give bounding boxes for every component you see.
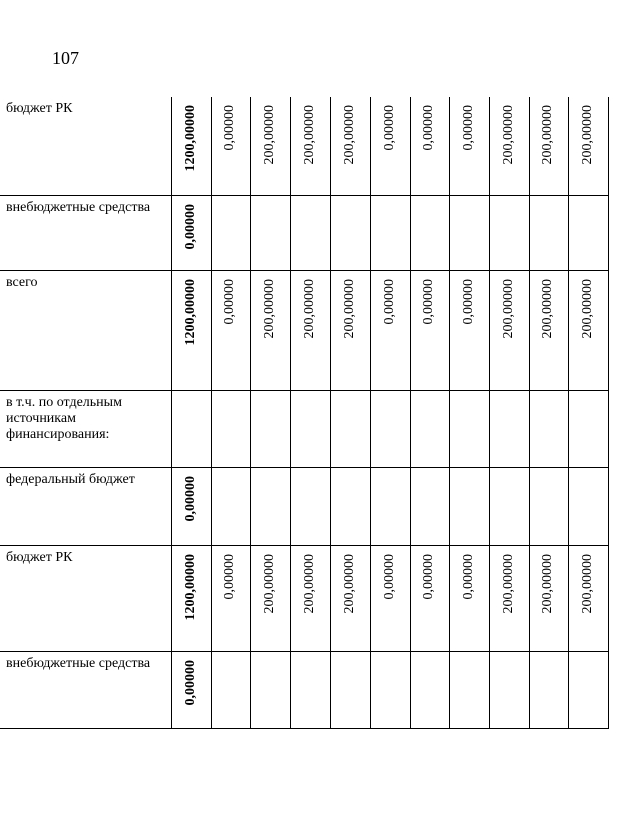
year-cell	[212, 390, 251, 467]
year-cell	[569, 545, 609, 651]
cell-value: 0,00000	[421, 553, 436, 599]
year-cell	[450, 270, 490, 390]
year-cell	[371, 651, 411, 728]
year-cell	[251, 651, 291, 728]
year-cell	[371, 545, 411, 651]
year-cell	[530, 97, 569, 195]
row-label: бюджет РК	[0, 545, 172, 651]
table-row	[0, 270, 609, 390]
cell-value: 0,00000	[460, 105, 476, 151]
year-cell	[411, 195, 450, 270]
year-cell	[569, 651, 609, 728]
year-cell	[530, 270, 569, 390]
cell-value: 200,00000	[500, 105, 516, 165]
total-cell	[172, 651, 212, 728]
cell-value: 0,00000	[222, 278, 237, 324]
year-cell	[450, 97, 490, 195]
year-cell	[371, 195, 411, 270]
year-cell	[411, 270, 450, 390]
cell-value: 200,00000	[540, 278, 555, 338]
year-cell	[291, 390, 331, 467]
year-cell	[291, 195, 331, 270]
cell-value: 200,00000	[261, 553, 277, 613]
table-row	[0, 97, 609, 195]
year-cell	[490, 270, 530, 390]
year-cell	[212, 97, 251, 195]
cell-value: 200,00000	[261, 278, 277, 338]
year-cell	[371, 270, 411, 390]
year-cell	[371, 467, 411, 545]
total-cell	[172, 97, 212, 195]
funding-table	[0, 97, 609, 729]
cell-value: 0,00000	[460, 553, 476, 599]
total-cell	[172, 467, 212, 545]
cell-value: 1200,00000	[182, 105, 198, 172]
year-cell	[490, 545, 530, 651]
year-cell	[291, 467, 331, 545]
table-row	[0, 467, 609, 545]
cell-value: 0,00000	[421, 278, 436, 324]
page-number: 107	[52, 48, 79, 68]
year-cell	[530, 467, 569, 545]
cell-value: 0,00000	[381, 553, 397, 599]
year-cell	[331, 97, 371, 195]
year-cell	[331, 467, 371, 545]
cell-value: 200,00000	[579, 105, 595, 165]
year-cell	[569, 270, 609, 390]
cell-value: 1200,00000	[182, 553, 198, 620]
year-cell	[530, 651, 569, 728]
year-cell	[371, 97, 411, 195]
cell-value: 200,00000	[301, 105, 317, 165]
row-label: бюджет РК	[0, 97, 172, 195]
cell-value: 200,00000	[261, 105, 277, 165]
year-cell	[251, 270, 291, 390]
year-cell	[411, 467, 450, 545]
year-cell	[490, 97, 530, 195]
year-cell	[251, 390, 291, 467]
year-cell	[569, 390, 609, 467]
year-cell	[490, 651, 530, 728]
cell-value: 200,00000	[341, 105, 357, 165]
year-cell	[450, 390, 490, 467]
year-cell	[371, 390, 411, 467]
total-cell	[172, 195, 212, 270]
year-cell	[212, 651, 251, 728]
cell-value: 200,00000	[341, 278, 357, 338]
year-cell	[530, 390, 569, 467]
cell-value: 200,00000	[500, 553, 516, 613]
cell-value: 200,00000	[579, 553, 595, 613]
cell-value: 1200,00000	[182, 278, 198, 345]
year-cell	[251, 97, 291, 195]
row-label: федеральный бюджет	[0, 467, 172, 545]
cell-value: 200,00000	[540, 553, 555, 613]
year-cell	[411, 545, 450, 651]
cell-value: 0,00000	[182, 203, 198, 249]
cell-value: 200,00000	[540, 105, 555, 165]
cell-value: 0,00000	[460, 278, 476, 324]
year-cell	[530, 195, 569, 270]
year-cell	[291, 270, 331, 390]
row-label: в т.ч. по отдельным источникам финансирования:	[0, 390, 172, 467]
year-cell	[331, 545, 371, 651]
cell-value: 0,00000	[222, 553, 237, 599]
year-cell	[490, 195, 530, 270]
total-cell	[172, 545, 212, 651]
cell-value: 0,00000	[182, 659, 198, 705]
table-row	[0, 545, 609, 651]
year-cell	[291, 545, 331, 651]
year-cell	[212, 270, 251, 390]
year-cell	[212, 195, 251, 270]
year-cell	[450, 195, 490, 270]
year-cell	[251, 545, 291, 651]
cell-value: 200,00000	[301, 553, 317, 613]
cell-value: 0,00000	[222, 105, 237, 151]
cell-value: 0,00000	[182, 475, 198, 521]
total-cell	[172, 270, 212, 390]
table-row	[0, 651, 609, 728]
year-cell	[291, 651, 331, 728]
cell-value: 200,00000	[301, 278, 317, 338]
total-cell	[172, 390, 212, 467]
year-cell	[450, 545, 490, 651]
year-cell	[331, 651, 371, 728]
year-cell	[331, 270, 371, 390]
year-cell	[450, 651, 490, 728]
year-cell	[411, 390, 450, 467]
cell-value: 0,00000	[381, 278, 397, 324]
year-cell	[251, 467, 291, 545]
year-cell	[569, 195, 609, 270]
row-label: всего	[0, 270, 172, 390]
year-cell	[450, 467, 490, 545]
year-cell	[569, 467, 609, 545]
cell-value: 200,00000	[579, 278, 595, 338]
year-cell	[291, 97, 331, 195]
cell-value: 200,00000	[341, 553, 357, 613]
table-row	[0, 390, 609, 467]
year-cell	[490, 467, 530, 545]
year-cell	[530, 545, 569, 651]
year-cell	[251, 195, 291, 270]
row-label: внебюджетные средства	[0, 195, 172, 270]
row-label: внебюджетные средства	[0, 651, 172, 728]
year-cell	[490, 390, 530, 467]
year-cell	[212, 545, 251, 651]
cell-value: 0,00000	[381, 105, 397, 151]
year-cell	[212, 467, 251, 545]
year-cell	[569, 97, 609, 195]
year-cell	[411, 651, 450, 728]
table-row	[0, 195, 609, 270]
cell-value: 200,00000	[500, 278, 516, 338]
cell-value: 0,00000	[421, 105, 436, 151]
year-cell	[411, 97, 450, 195]
year-cell	[331, 390, 371, 467]
year-cell	[331, 195, 371, 270]
